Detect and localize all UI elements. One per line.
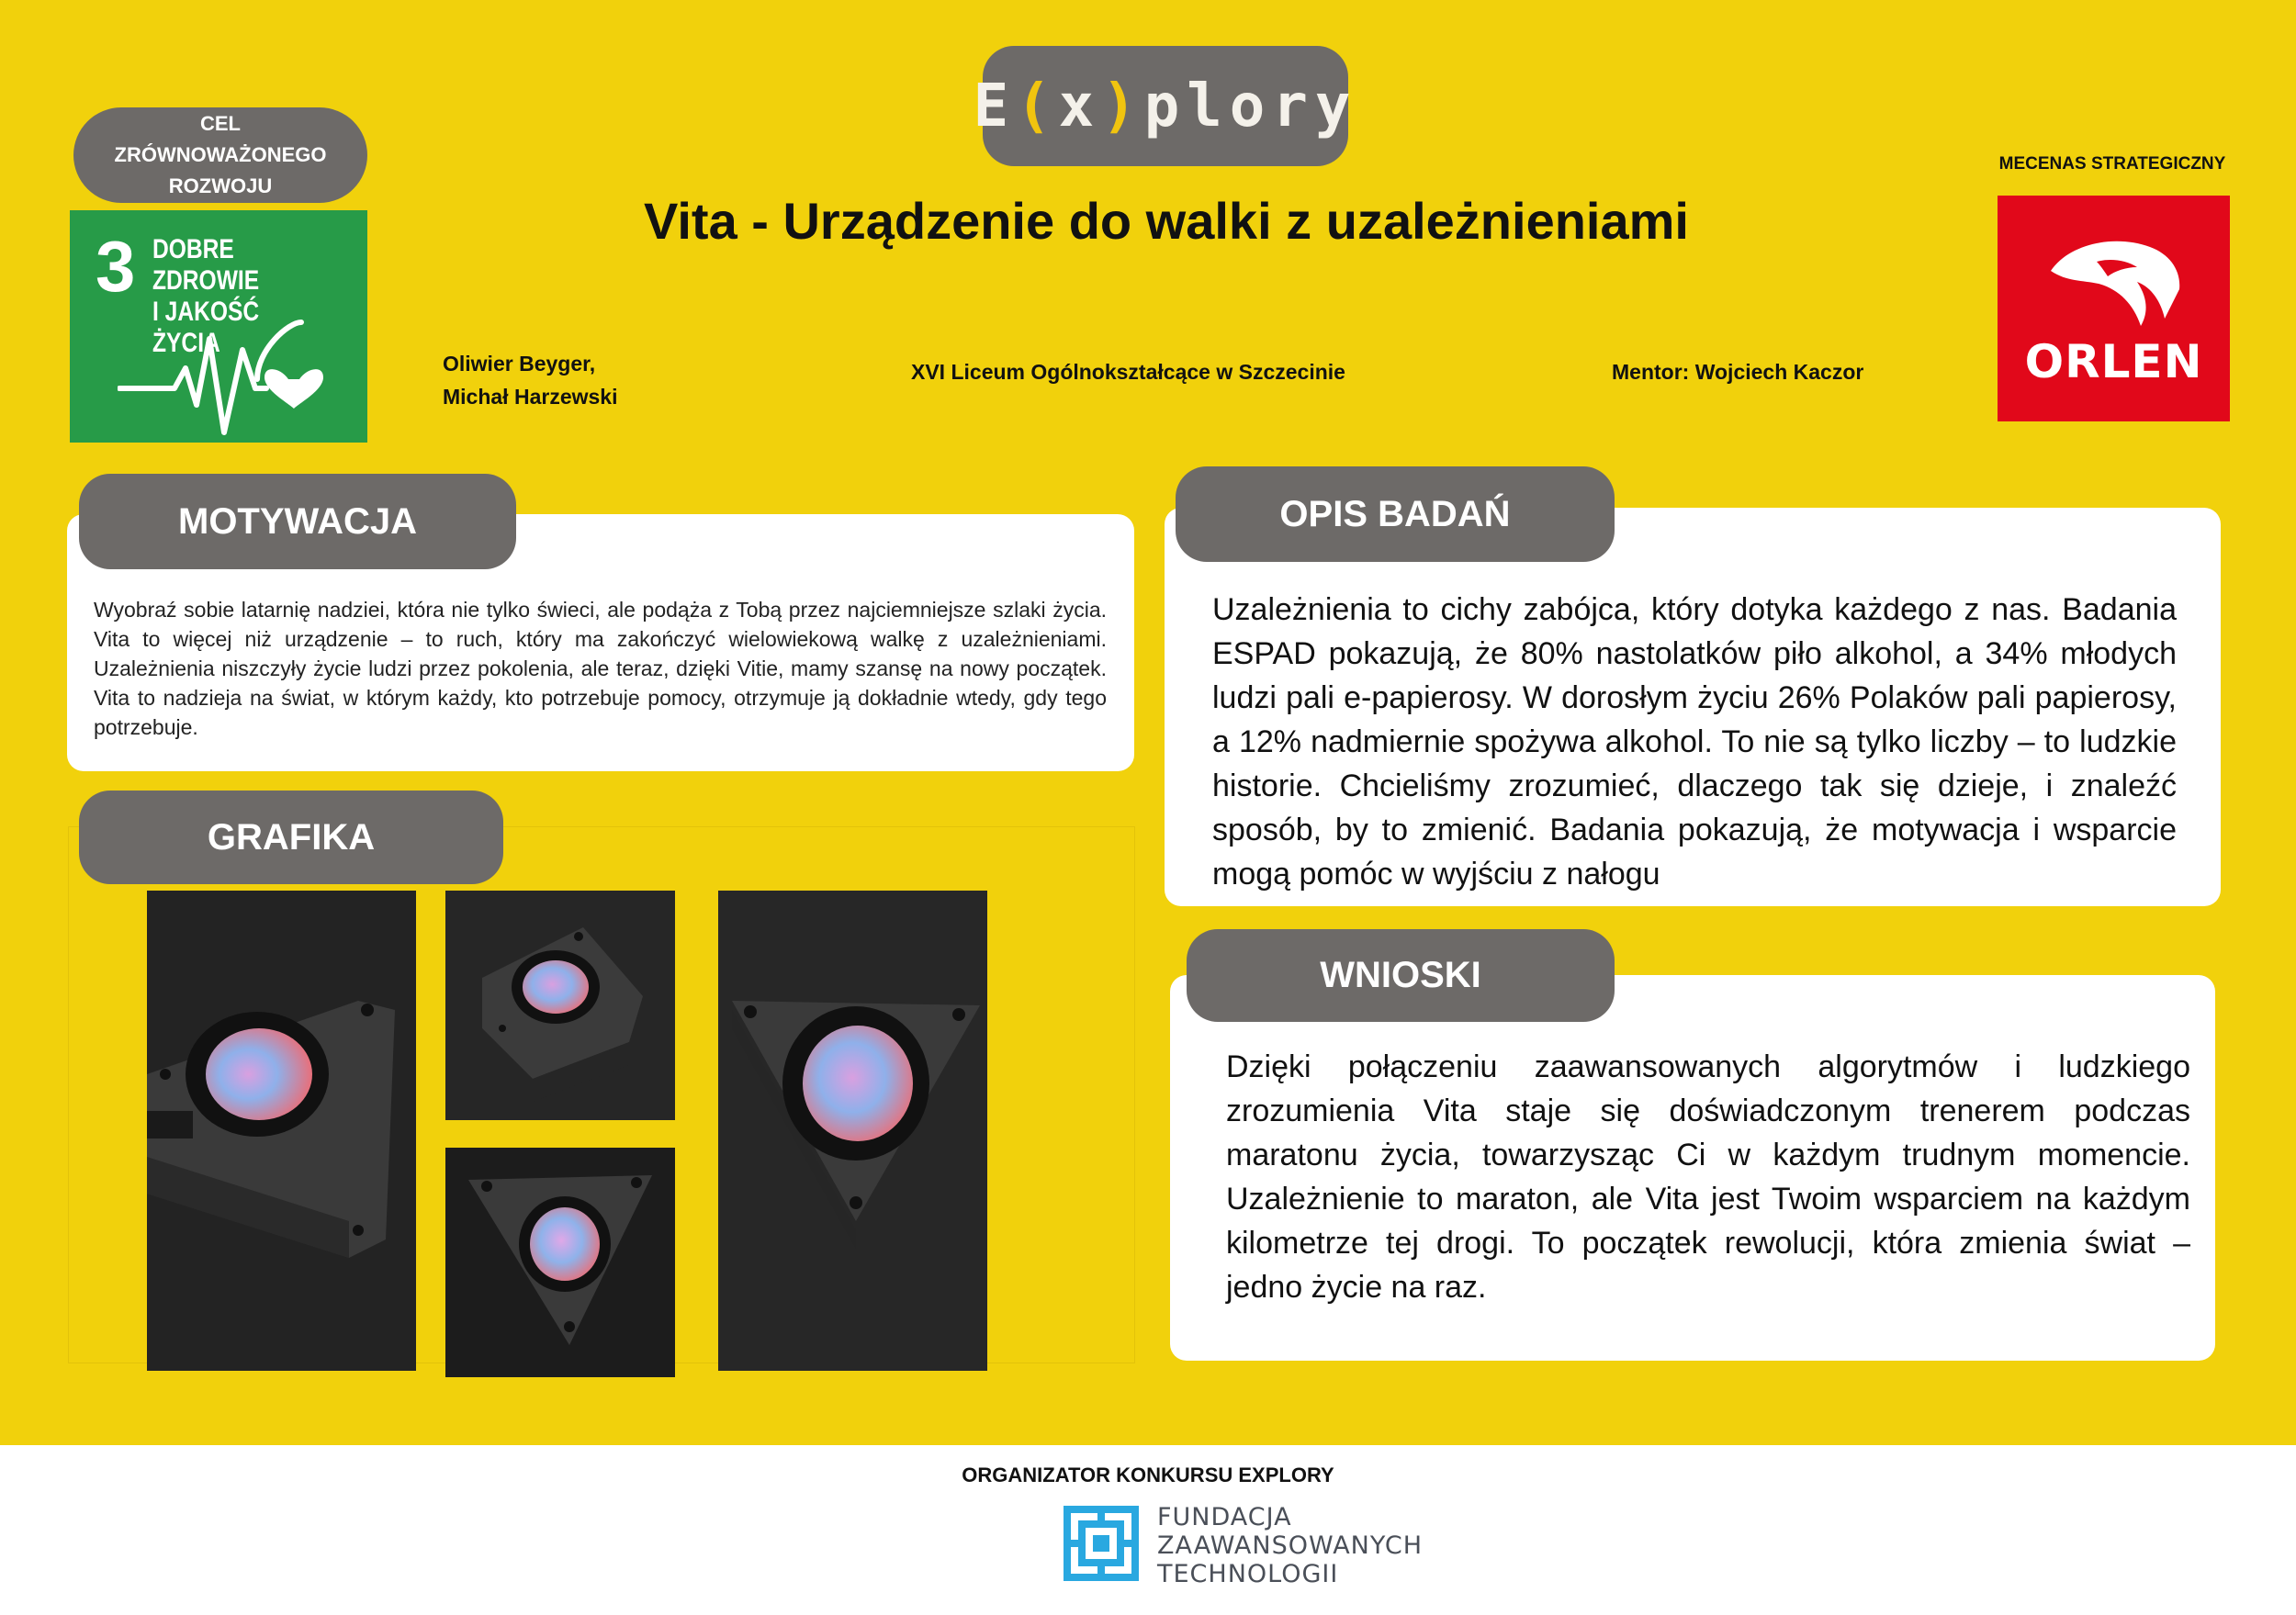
sdg-pill-line: CEL [200, 112, 241, 135]
grafika-heading: GRAFIKA [79, 791, 503, 884]
foundation-name-line: FUNDACJA [1157, 1503, 1292, 1531]
sdg-pill-line: ROZWOJU [168, 174, 273, 197]
sdg-number: 3 [96, 226, 136, 307]
motywacja-heading: MOTYWACJA [79, 474, 516, 569]
explory-logo-text: E(x)plory [973, 72, 1358, 140]
device-render-top [445, 891, 675, 1120]
device-render-angled [147, 891, 416, 1371]
mentor-name: Mentor: Wojciech Kaczor [1612, 360, 1864, 384]
eagle-icon [2042, 234, 2189, 337]
foundation-name-line: ZAAWANSOWANYCH [1157, 1531, 1424, 1560]
wnioski-heading: WNIOSKI [1187, 929, 1615, 1022]
authors [443, 347, 617, 413]
sponsor-label: MECENAS STRATEGICZNY [1998, 154, 2226, 174]
maze-logo-icon [1064, 1506, 1139, 1581]
explory-logo [973, 46, 1358, 166]
foundation-name [1157, 1503, 1423, 1588]
device-render-tilted [718, 891, 987, 1371]
motywacja-text: Wyobraź sobie latarnię nadziei, która nie tylko świeci, ale podąża z Tobą przez najciemniejsze szlaki życia. Vita to więcej niż urządzenie – to ruch, który ma zakończyć wielowiekową walkę z uzależnieniami. Uzależnienia niszczyły życie ludzi przez pokolenia, ale teraz, dzięki Vitie, mamy szansę na nowy początek. Vita to nadzieja na świat, w którym każdy, kto potrzebuje pomocy, otrzymuje ją dokładnie wtedy, gdy tego potrzebuje. [94, 598, 1107, 739]
sdg-goal-tile [70, 210, 367, 443]
organizer-label: ORGANIZATOR KONKURSU EXPLORY [962, 1464, 1334, 1486]
poster-title: Vita - Urządzenie do walki z uzależnieniami [644, 192, 1689, 250]
author-name: Michał Harzewski [443, 385, 618, 409]
school-name: XVI Liceum Ogólnokształcące w Szczecinie [911, 360, 1345, 384]
orlen-wordmark: ORLEN [2024, 335, 2203, 388]
sdg-pill-line: ZRÓWNOWAŻONEGO [114, 143, 327, 166]
foundation-name-line: TECHNOLOGII [1157, 1560, 1339, 1588]
sdg-pill [73, 107, 367, 203]
wnioski-text: Dzięki połączeniu zaawansowanych algorytmów i ludzkiego zrozumienia Vita staje się doświadczonym trenerem podczas maratonu życia, towarzysząc Ci w każdym trudnym momencie. Uzależnienie to maraton, ale Vita jest Twoim wsparciem na każdym kilometrze tej drogi. To początek rewolucji, która zmienia świat – jedno życie na raz. [1226, 1049, 2190, 1305]
device-render-front [445, 1148, 675, 1377]
opis-heading: OPIS BADAŃ [1176, 466, 1615, 562]
sdg-label: DOBRE ZDROWIE I JAKOŚĆ ŻYCIA [152, 234, 260, 358]
orlen-logo [1998, 196, 2230, 421]
opis-text: Uzależnienia to cichy zabójca, który dotyka każdego z nas. Badania ESPAD pokazują, że 80% nastolatków piło alkohol, a 34% młodych ludzi pali e-papierosy. W dorosłym życiu 26% Polaków pali papierosy, a 12% nadmiernie spożywa alkohol. To nie są tylko liczby – to ludzkie historie. Chcieliśmy zrozumieć, dlaczego tak się dzieje, i znaleźć sposób, by to zmienić. Badania pokazują, że motywacja i wsparcie mogą pomóc w wyjściu z nałogu [1212, 592, 2177, 892]
heartbeat-icon [118, 313, 338, 437]
author-name: Oliwier Beyger, [443, 352, 596, 376]
